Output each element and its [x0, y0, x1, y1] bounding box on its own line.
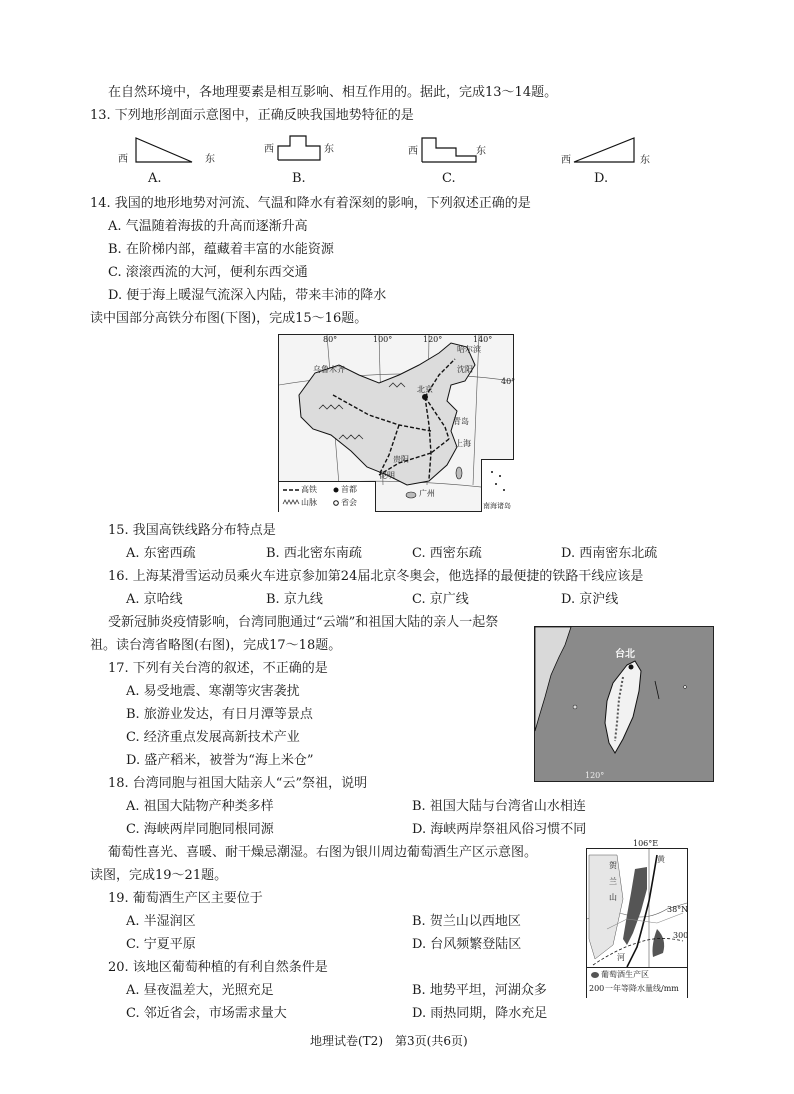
west-label: 西	[264, 144, 274, 155]
q17-option-a: A. 易受地震、寒潮等灾害袭扰	[126, 684, 300, 699]
city-harbin: 哈尔滨	[457, 345, 481, 354]
q16-option-c: C. 京广线	[412, 592, 469, 607]
city-taipei: 台北	[615, 649, 635, 660]
south-china-sea-inset	[481, 459, 514, 512]
city-guiyang: 贵阳	[393, 455, 409, 464]
lat-40: 40°	[501, 377, 516, 386]
q16-option-b: B. 京九线	[266, 592, 323, 607]
q19-option-c: C. 宁夏平原	[126, 937, 196, 952]
profile-d	[572, 136, 636, 166]
legend-provincial: 省会	[341, 498, 357, 507]
q17-option-b: B. 旅游业发达，有日月潭等景点	[126, 707, 313, 722]
legend-capital: 首都	[341, 485, 357, 494]
city-beijing: 北京	[417, 385, 433, 394]
taiwan-map	[534, 626, 714, 782]
contour-300: 300	[673, 931, 689, 940]
q13-option-c: C.	[442, 171, 456, 186]
east-label: 东	[205, 154, 215, 165]
map-legend	[279, 481, 376, 512]
q16-stem: 16. 上海某滑雪运动员乘火车进京参加第24届北京冬奥会，他选择的最便捷的铁路干线应该是	[108, 569, 644, 584]
capital-icon	[333, 487, 339, 493]
q14-option-c: C. 滚滚西流的大河，便利东西交通	[108, 265, 308, 280]
q13-stem: 13. 下列地形剖面示意图中，正确反映我国地势特征的是	[90, 108, 414, 123]
q14-option-d: D. 便于海上暖湿气流深入内陆，带来丰沛的降水	[108, 288, 387, 303]
inset-label: 南海诸岛	[483, 502, 511, 510]
lat-38n: 38°N	[667, 905, 689, 914]
q16-option-d: D. 京沪线	[561, 592, 619, 607]
yinchuan-map	[586, 839, 689, 998]
profile-b	[276, 134, 324, 164]
lon-120: 120°	[423, 335, 443, 344]
q18-option-c: C. 海峡两岸同胞同根同源	[126, 822, 274, 837]
q15-option-d: D. 西南密东北疏	[561, 546, 658, 561]
q17-stem: 17. 下列有关台湾的叙述，不正确的是	[108, 661, 328, 676]
q20-option-c: C. 邻近省会，市场需求量大	[126, 1006, 287, 1021]
q17-option-d: D. 盛产稻米，被誉为“海上米仓”	[126, 753, 314, 768]
q18-stem: 18. 台湾同胞与祖国大陆亲人“云”祭祖，说明	[108, 776, 368, 791]
q15-option-c: C. 西密东疏	[412, 546, 482, 561]
q17-option-c: C. 经济重点发展高新技术产业	[126, 730, 300, 745]
q14-option-b: B. 在阶梯内部，蕴藏着丰富的水能资源	[108, 242, 334, 257]
legend-rail: 高铁	[301, 485, 317, 494]
china-rail-map	[278, 334, 514, 512]
label-lan: 兰	[609, 877, 617, 886]
label-river: 河	[617, 953, 625, 962]
q14-option-a: A. 气温随着海拔的升高而逐渐升高	[108, 219, 308, 234]
q20-option-b: B. 地势平坦，河湖众多	[412, 983, 547, 998]
q19-option-d: D. 台风频繁登陆区	[412, 937, 522, 952]
profile-a	[134, 136, 194, 166]
q18-option-a: A. 祖国大陆物产种类多样	[126, 799, 274, 814]
west-label: 西	[561, 155, 571, 166]
q20-option-a: A. 昼夜温差大，光照充足	[126, 983, 274, 998]
label-shan: 山	[609, 893, 617, 902]
intro-17-18-line2: 祖。读台湾省略图(右图)，完成17～18题。	[90, 638, 342, 653]
q15-option-b: B. 西北密东南疏	[266, 546, 362, 561]
q16-option-a: A. 京哈线	[126, 592, 183, 607]
intro-17-18-line1: 受新冠肺炎疫情影响，台湾同胞通过“云端”和祖国大陆的亲人一起祭	[108, 615, 499, 630]
label-huang: 黄	[657, 855, 665, 864]
legend-mountain: 山脉	[301, 498, 317, 507]
inset-islands	[486, 466, 510, 498]
q13-option-d: D.	[594, 171, 609, 186]
lon-140: 140°	[473, 335, 493, 344]
lon-80: 80°	[323, 335, 338, 344]
east-label: 东	[640, 155, 650, 166]
q18-option-b: B. 祖国大陆与台湾省山水相连	[412, 799, 586, 814]
east-label: 东	[324, 144, 334, 155]
q18-option-d: D. 海峡两岸祭祖风俗习惯不同	[412, 822, 587, 837]
lon-120: 120°	[585, 771, 605, 780]
intro-13-14: 在自然环境中，各地理要素是相互影响、相互作用的。据此，完成13～14题。	[108, 85, 558, 100]
lon-106e: 106°E	[633, 839, 659, 848]
q19-option-a: A. 半湿润区	[126, 914, 196, 929]
page-footer: 地理试卷(T2) 第3页(共6页)	[310, 1034, 468, 1048]
city-kunming: 昆明	[379, 471, 395, 480]
q19-stem: 19. 葡萄酒生产区主要位于	[108, 891, 263, 906]
wine-area-icon	[591, 972, 599, 978]
label-he: 贺	[609, 861, 617, 870]
lon-100: 100°	[373, 335, 393, 344]
city-guangzhou: 广州	[419, 489, 435, 498]
yinchuan-legend	[587, 967, 687, 998]
rail-legend-icon	[283, 488, 299, 492]
q15-stem: 15. 我国高铁线路分布特点是	[108, 523, 276, 538]
mountain-icon	[283, 499, 299, 505]
city-urumqi: 乌鲁木齐	[313, 365, 345, 374]
legend-wine-area: 葡萄酒生产区	[601, 970, 649, 979]
profile-c	[420, 136, 478, 166]
city-shenyang: 沈阳	[457, 365, 473, 374]
west-label: 西	[408, 146, 418, 157]
intro-19-21-line2: 读图，完成19～21题。	[90, 868, 228, 883]
intro-19-21-line1: 葡萄性喜光、喜暖、耐干燥忌潮湿。右图为银川周边葡萄酒生产区示意图。	[108, 845, 538, 860]
q15-option-a: A. 东密西疏	[126, 546, 196, 561]
q20-option-d: D. 雨热同期，降水充足	[412, 1006, 548, 1021]
city-shanghai: 上海	[455, 439, 471, 448]
west-label: 西	[118, 154, 128, 165]
legend-isohyet-value: 200	[589, 984, 605, 993]
east-label: 东	[476, 146, 486, 157]
q19-option-b: B. 贺兰山以西地区	[412, 914, 521, 929]
intro-15-16: 读中国部分高铁分布图(下图)，完成15～16题。	[90, 311, 368, 326]
city-qingdao: 青岛	[453, 417, 469, 426]
q20-stem: 20. 该地区葡萄种植的有利自然条件是	[108, 960, 328, 975]
provincial-icon	[333, 500, 339, 506]
q14-stem: 14. 我国的地形地势对河流、气温和降水有着深刻的影响，下列叙述正确的是	[90, 196, 531, 211]
q13-option-a: A.	[148, 171, 162, 186]
q13-option-b: B.	[292, 171, 306, 186]
legend-isohyet: 一年等降水量线/mm	[605, 984, 679, 993]
